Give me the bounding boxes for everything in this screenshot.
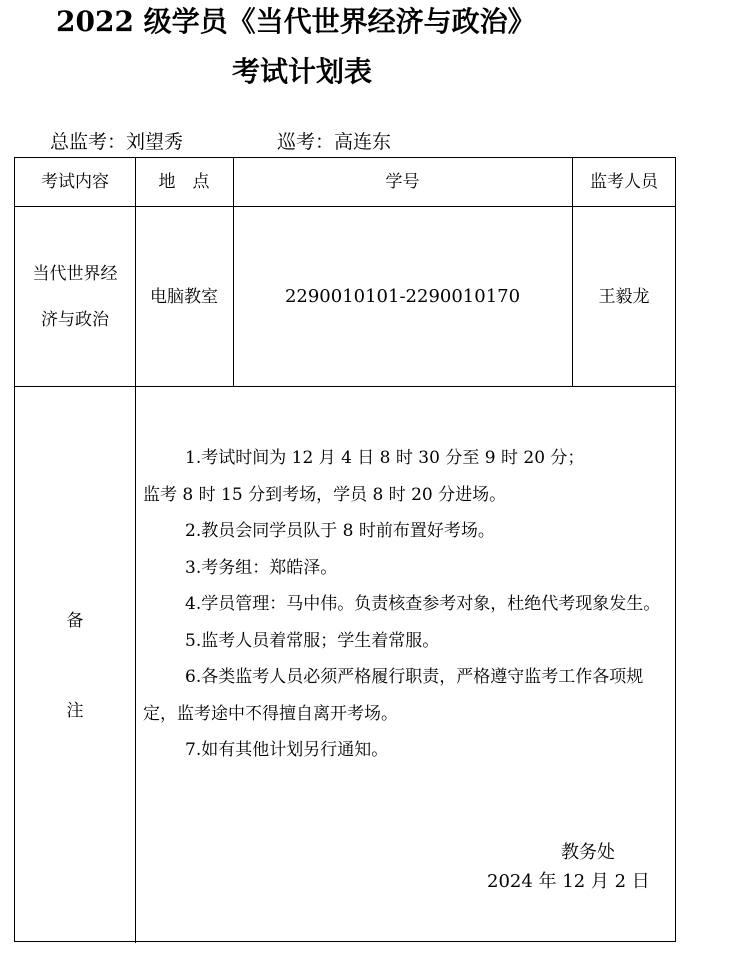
table-col-divider-1 — [135, 158, 136, 943]
header-location: 地 点 — [158, 172, 210, 192]
notes-label-char-2: 注 — [66, 701, 84, 721]
row-student-id: 2290010101-2290010170 — [284, 286, 521, 307]
exam-plan-table — [14, 157, 676, 942]
row-exam-content-line2: 济与政治 — [41, 310, 109, 330]
document-subtitle: 考试计划表 — [232, 55, 373, 88]
row-exam-content-line1: 当代世界经 — [32, 264, 118, 284]
table-row-divider-body — [15, 386, 675, 387]
chief-supervisor-text: 总监考：刘望秀 — [50, 131, 184, 153]
header-exam-content: 考试内容 — [41, 172, 109, 192]
document-title: 2022 级学员《当代世界经济与政治》 — [56, 5, 536, 38]
table-row-divider-header — [15, 206, 675, 207]
note-item-4: 4.学员管理：马中伟。负责核查参考对象，杜绝代考现象发生。 — [185, 594, 661, 614]
note-item-3: 3.考务组：郑皓泽。 — [185, 557, 338, 578]
header-student-id: 学号 — [385, 172, 420, 192]
notes-label-char-1: 备 — [66, 611, 84, 631]
note-item-2: 2.教员会同学员队于 8 时前布置好考场。 — [185, 521, 495, 541]
signature-date: 2024 年 12 月 2 日 — [487, 871, 650, 892]
signature-office: 教务处 — [561, 842, 615, 863]
row-location: 电脑教室 — [150, 287, 218, 307]
patrol-text: 巡考：高连东 — [277, 131, 392, 153]
notes-content — [143, 440, 673, 769]
note-item-7: 7.如有其他计划另行通知。 — [185, 740, 389, 760]
note-item-6: 6.各类监考人员必须严格履行职责，严格遵守监考工作各项规定，监考途中不得擅自离开考场。 — [143, 667, 644, 724]
note-item-1-cont: 监考 8 时 15 分到考场，学员 8 时 20 分进场。 — [143, 484, 507, 505]
note-item-5: 5.监考人员着常服；学生着常服。 — [185, 630, 440, 651]
row-invigilator: 王毅龙 — [598, 287, 650, 307]
note-item-1: 1.考试时间为 12 月 4 日 8 时 30 分至 9 时 20 分； — [185, 448, 585, 468]
header-invigilator: 监考人员 — [590, 172, 658, 192]
